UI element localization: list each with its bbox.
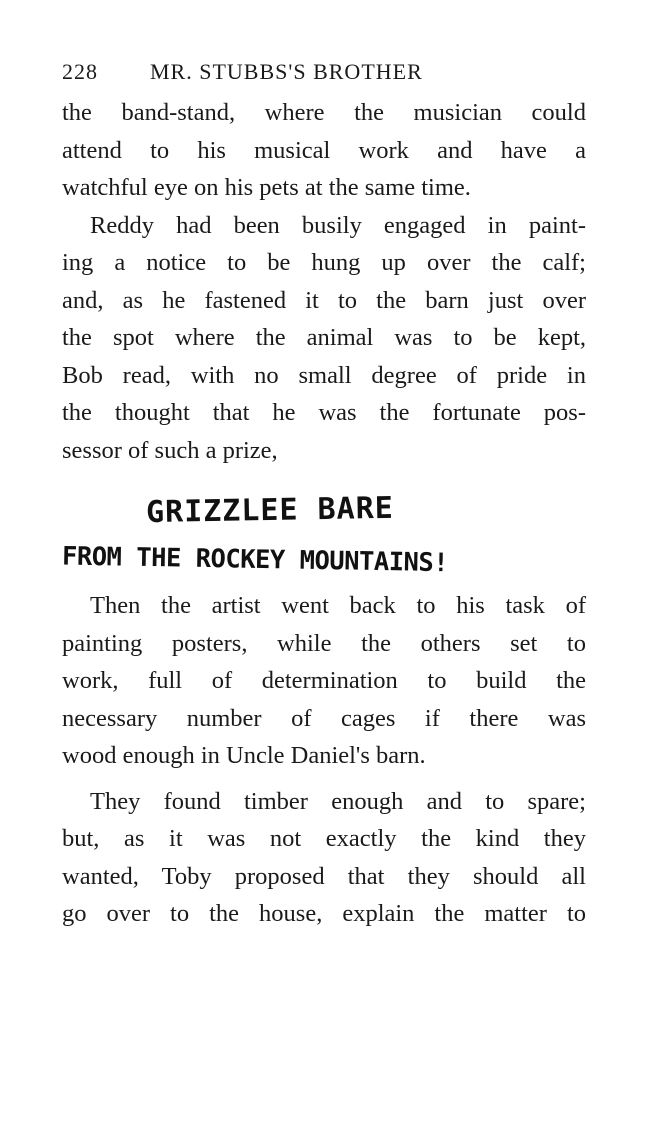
paragraph-1 bbox=[62, 94, 586, 207]
running-title: MR. STUBBS'S BROTHER bbox=[150, 59, 423, 84]
text-line: Reddy had been busily engaged in paint- bbox=[90, 211, 586, 239]
book-page bbox=[62, 52, 586, 933]
text-line: but, as it was not exactly the kind they bbox=[62, 825, 586, 852]
text-line: wanted, Toby proposed that they should all bbox=[62, 862, 586, 890]
page-number: 228 bbox=[62, 59, 98, 84]
painted-notice-sign bbox=[62, 479, 586, 581]
paragraph-4 bbox=[62, 783, 586, 933]
text-line: go over to the house, explain the matter to bbox=[62, 900, 586, 927]
text-line: Bob read, with no small degree of pride in bbox=[62, 361, 586, 389]
paragraph-2 bbox=[62, 207, 586, 470]
text-line: the thought that he was the fortunate pos- bbox=[62, 399, 586, 426]
text-line: wood enough in Uncle Daniel's barn. bbox=[62, 742, 426, 769]
text-line: painting posters, while the others set to bbox=[62, 629, 586, 657]
text-line: Then the artist went back to his task of bbox=[90, 592, 586, 619]
text-line: They found timber enough and to spare; bbox=[90, 787, 586, 815]
text-line: the spot where the animal was to be kept, bbox=[62, 324, 586, 351]
sign-line-2: FROM THE ROCKEY MOUNTAINS! bbox=[62, 541, 449, 579]
text-line: attend to his musical work and have a bbox=[62, 136, 586, 164]
text-line: watchful eye on his pets at the same time. bbox=[62, 174, 471, 201]
running-head bbox=[62, 52, 586, 94]
painted-notice-illustration bbox=[62, 479, 586, 581]
text-line: the band-stand, where the musician could bbox=[62, 99, 586, 126]
text-line: necessary number of cages if there was bbox=[62, 704, 586, 732]
sign-line-1: GRIZZLEE BARE bbox=[145, 490, 395, 531]
text-line: sessor of such a prize, bbox=[62, 436, 278, 464]
paragraph-3 bbox=[62, 587, 586, 775]
text-line: and, as he fastened it to the barn just over bbox=[62, 286, 586, 314]
text-line: ing a notice to be hung up over the calf; bbox=[62, 249, 586, 276]
text-line: work, full of determination to build the bbox=[62, 667, 586, 694]
